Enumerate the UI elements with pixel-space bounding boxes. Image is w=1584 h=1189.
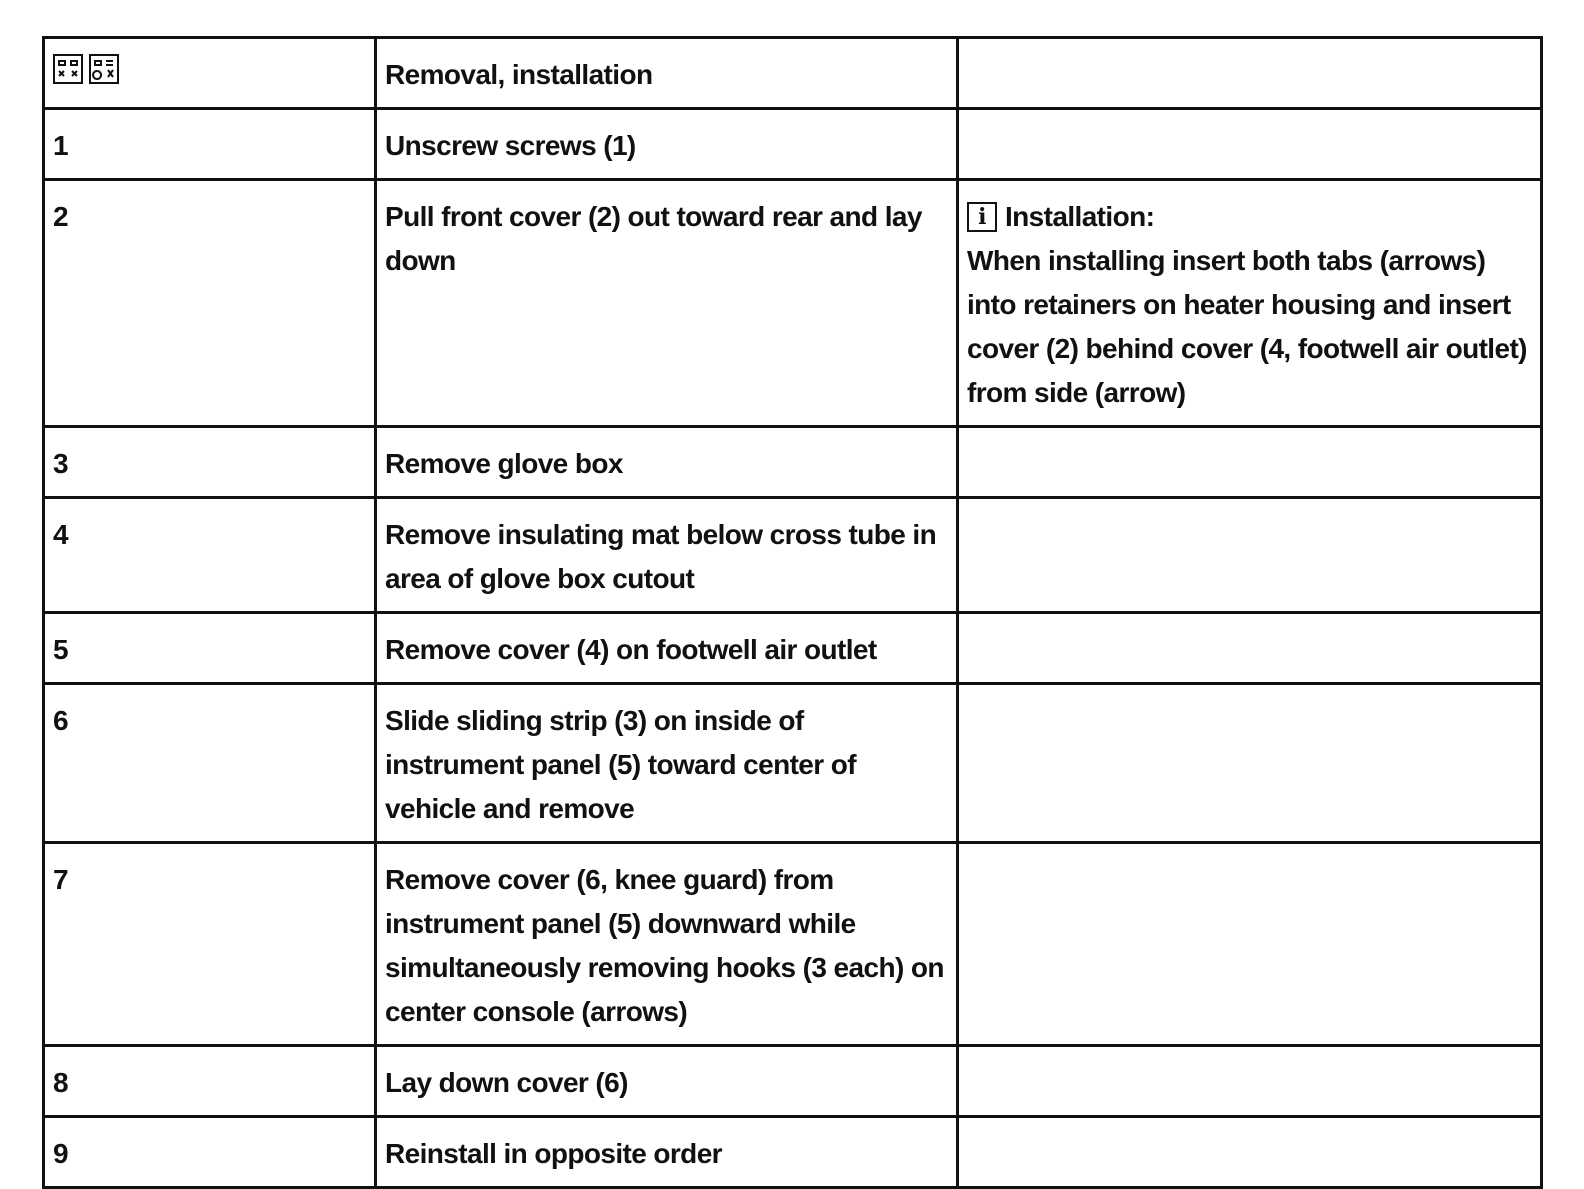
step-note-cell bbox=[958, 1117, 1542, 1188]
step-note-cell bbox=[958, 684, 1542, 843]
step-instruction-cell bbox=[376, 427, 958, 498]
step-note-cell bbox=[958, 1046, 1542, 1117]
procedure-table-wrapper bbox=[42, 36, 1540, 1189]
step-number-cell bbox=[44, 427, 376, 498]
step-instruction: Remove cover (6, knee guard) from instrument panel (5) downward while simultaneously removing hooks (3 each) on center console (arrows) bbox=[385, 864, 944, 1027]
step-number: 8 bbox=[53, 1067, 68, 1098]
step-number-cell bbox=[44, 109, 376, 180]
step-note-cell bbox=[958, 109, 1542, 180]
step-number-cell bbox=[44, 684, 376, 843]
step-instruction: Remove cover (4) on footwell air outlet bbox=[385, 634, 877, 665]
step-note-cell bbox=[958, 843, 1542, 1046]
step-note-cell bbox=[958, 427, 1542, 498]
wrench-tool-icon bbox=[53, 54, 83, 84]
step-instruction: Remove insulating mat below cross tube in area of glove box cutout bbox=[385, 519, 937, 594]
step-instruction-cell bbox=[376, 1117, 958, 1188]
installation-note-text: When installing insert both tabs (arrows) into retainers on heater housing and insert cover (2) behind cover (4, footwell air outlet) from side (arrow) bbox=[967, 245, 1527, 408]
step-instruction-cell bbox=[376, 843, 958, 1046]
step-number-cell bbox=[44, 1046, 376, 1117]
step-number: 3 bbox=[53, 448, 68, 479]
header-icons bbox=[53, 54, 119, 84]
table-row bbox=[44, 180, 1542, 427]
step-note-cell bbox=[958, 180, 1542, 427]
step-instruction-cell bbox=[376, 684, 958, 843]
header-note-cell bbox=[958, 38, 1542, 109]
procedure-table bbox=[42, 36, 1543, 1189]
step-number: 9 bbox=[53, 1138, 68, 1169]
step-instruction-cell bbox=[376, 109, 958, 180]
torque-tool-icon bbox=[89, 54, 119, 84]
step-instruction: Remove glove box bbox=[385, 448, 623, 479]
step-instruction: Lay down cover (6) bbox=[385, 1067, 628, 1098]
table-row bbox=[44, 427, 1542, 498]
table-row bbox=[44, 613, 1542, 684]
step-number: 5 bbox=[53, 634, 68, 665]
header-icon-cell bbox=[44, 38, 376, 109]
step-number-cell bbox=[44, 1117, 376, 1188]
step-number-cell bbox=[44, 613, 376, 684]
step-number: 1 bbox=[53, 130, 68, 161]
step-instruction: Pull front cover (2) out toward rear and lay down bbox=[385, 201, 922, 276]
header-title-cell bbox=[376, 38, 958, 109]
step-instruction-cell bbox=[376, 180, 958, 427]
step-note-cell bbox=[958, 498, 1542, 613]
step-instruction-cell bbox=[376, 1046, 958, 1117]
table-row bbox=[44, 498, 1542, 613]
table-row bbox=[44, 684, 1542, 843]
step-number-cell bbox=[44, 498, 376, 613]
step-instruction: Slide sliding strip (3) on inside of instrument panel (5) toward center of vehicle and remove bbox=[385, 705, 856, 824]
step-instruction: Unscrew screws (1) bbox=[385, 130, 636, 161]
table-row bbox=[44, 1046, 1542, 1117]
header-title: Removal, installation bbox=[385, 59, 653, 90]
step-number-cell bbox=[44, 180, 376, 427]
table-row bbox=[44, 843, 1542, 1046]
step-instruction: Reinstall in opposite order bbox=[385, 1138, 722, 1169]
installation-note-heading bbox=[967, 195, 1532, 239]
step-note-cell bbox=[958, 613, 1542, 684]
step-instruction-cell bbox=[376, 498, 958, 613]
step-number: 2 bbox=[53, 201, 68, 232]
step-number-cell bbox=[44, 843, 376, 1046]
table-row bbox=[44, 1117, 1542, 1188]
installation-note-label: Installation: bbox=[1005, 201, 1155, 232]
table-header-row bbox=[44, 38, 1542, 109]
table-row bbox=[44, 109, 1542, 180]
step-number: 7 bbox=[53, 864, 68, 895]
step-number: 6 bbox=[53, 705, 68, 736]
step-instruction-cell bbox=[376, 613, 958, 684]
info-icon: i bbox=[967, 202, 997, 232]
step-number: 4 bbox=[53, 519, 68, 550]
